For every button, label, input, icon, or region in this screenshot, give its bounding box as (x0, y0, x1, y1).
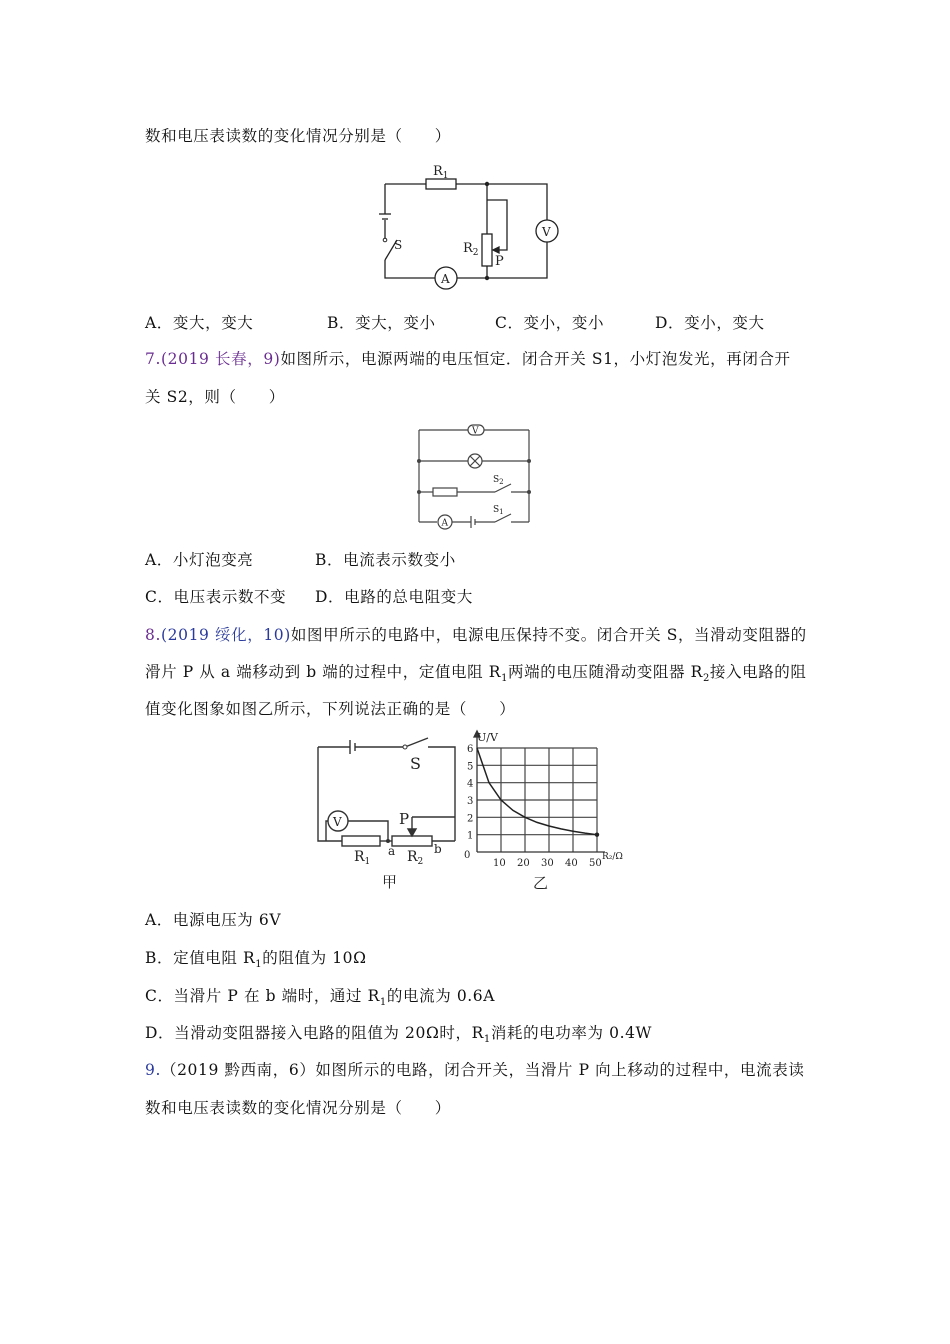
q6-s-label: S (394, 238, 403, 252)
q8-a-label: a (388, 844, 396, 858)
q9-stem-line-2: 数和电压表读数的变化情况分别是（ ） (145, 1099, 451, 1117)
q8-s-label: S (410, 754, 421, 773)
q7-circuit-diagram (413, 420, 535, 530)
q6-p-label: P (495, 254, 504, 269)
q7-option-c: C．电压表示数不变 (145, 588, 287, 606)
q8-x-tick-label: 40 (565, 858, 578, 869)
q8-x-tick-label: 30 (541, 858, 554, 869)
q8-yi-label: 乙 (533, 874, 549, 892)
q7-stem-line-2: 关 S2，则（ ） (145, 388, 285, 406)
q8-stem-text-1: 如图甲所示的电路中，电源电压保持不变。闭合开关 S，当滑动变阻器的 (290, 626, 807, 644)
q8-voltmeter-label: V (333, 815, 342, 829)
q7-option-b: B．电流表示数变小 (315, 551, 456, 569)
q8-curve-endpoint (595, 832, 599, 836)
q8-r2-label: $R_2$ (407, 849, 424, 867)
q8-option-c: C．当滑片 P 在 b 端时，通过 $R_1$的电流为 0.6A (145, 987, 496, 1009)
q8-stem-line-3: 值变化图象如图乙所示，下列说法正确的是（ ） (145, 700, 516, 718)
q8-option-b: B．定值电阻 $R_1$的阻值为 10Ω (145, 949, 367, 971)
q8-y-axis-label: U/V (477, 731, 498, 744)
q7-ammeter-label: A (441, 518, 448, 529)
q8-x-tick-label: 20 (517, 858, 530, 869)
q8-p-label: P (399, 810, 410, 828)
q9-number: 9. (145, 1061, 161, 1079)
q8-y-tick-label: 5 (467, 761, 474, 773)
q8-y-tick-label: 2 (467, 813, 474, 825)
q8-r1-label: $R_1$ (354, 849, 371, 867)
q7-option-a: A．小灯泡变亮 (145, 551, 254, 569)
q9-stem-text-1: （2019 黔西南，6）如图所示的电路，闭合开关，当滑片 P 向上移动的过程中，电流表读 (161, 1061, 805, 1079)
q7-number: 7. (145, 350, 161, 368)
q6-option-a: A．变大，变大 (145, 314, 254, 332)
q8-origin-label: 0 (464, 850, 471, 861)
q8-graph (455, 728, 645, 898)
q6-ammeter-label: A (441, 272, 450, 286)
q8-y-tick-label: 6 (467, 744, 474, 755)
q8-curve (477, 748, 597, 835)
q6-stem-end: 数和电压表读数的变化情况分别是（ ） (145, 127, 451, 145)
q8-number: 8. (145, 626, 161, 644)
q6-r1-label: $R_1$ (433, 164, 449, 181)
q8-y-tick-label: 3 (467, 796, 474, 807)
q7-voltmeter-label: V (472, 426, 479, 437)
q8-x-tick-label: 10 (493, 858, 506, 869)
q8-stem-line-2: 滑片 P 从 a 端移动到 b 端的过程中，定值电阻 $R_1$两端的电压随滑动变阻器 $R_2$接入电路的阻 (145, 663, 807, 685)
q9-stem-line-1 (145, 1058, 804, 1080)
q8-option-d: D．当滑动变阻器接入电路的阻值为 20Ω时，$R_1$消耗的电功率为 0.4W (145, 1024, 653, 1046)
q6-option-d: D．变小，变大 (655, 314, 765, 332)
q8-source: (2019 绥化，10) (161, 626, 291, 644)
q7-stem-text-1: 如图所示，电源两端的电压恒定．闭合开关 S1，小灯泡发光，再闭合开 (280, 350, 791, 368)
q8-circuit-diagram (310, 735, 460, 895)
q7-stem-line-1 (145, 347, 791, 369)
q7-source: (2019 长春，9) (161, 350, 281, 368)
q8-y-tick-label: 4 (467, 778, 474, 790)
q8-y-tick-label: 1 (467, 830, 474, 842)
q8-jia-label: 甲 (382, 873, 398, 891)
q6-option-b: B．变大，变小 (327, 314, 436, 332)
q8-x-axis-label: R₂/Ω (602, 852, 623, 862)
q8-stem-line-1 (145, 623, 807, 645)
q7-s1-label: $S_1$ (493, 505, 504, 516)
q8-b-label: b (434, 842, 442, 856)
q8-option-a: A．电源电压为 6V (145, 911, 282, 929)
q6-option-c: C．变小，变小 (495, 314, 605, 332)
q8-x-tick-label: 50 (589, 858, 602, 869)
q7-option-d: D．电路的总电阻变大 (315, 588, 473, 606)
q7-s2-label: $S_2$ (493, 475, 504, 486)
q6-voltmeter-label: V (542, 225, 551, 239)
q6-r2-label: $R_2$ (463, 241, 479, 258)
q6-circuit-diagram (375, 160, 575, 290)
